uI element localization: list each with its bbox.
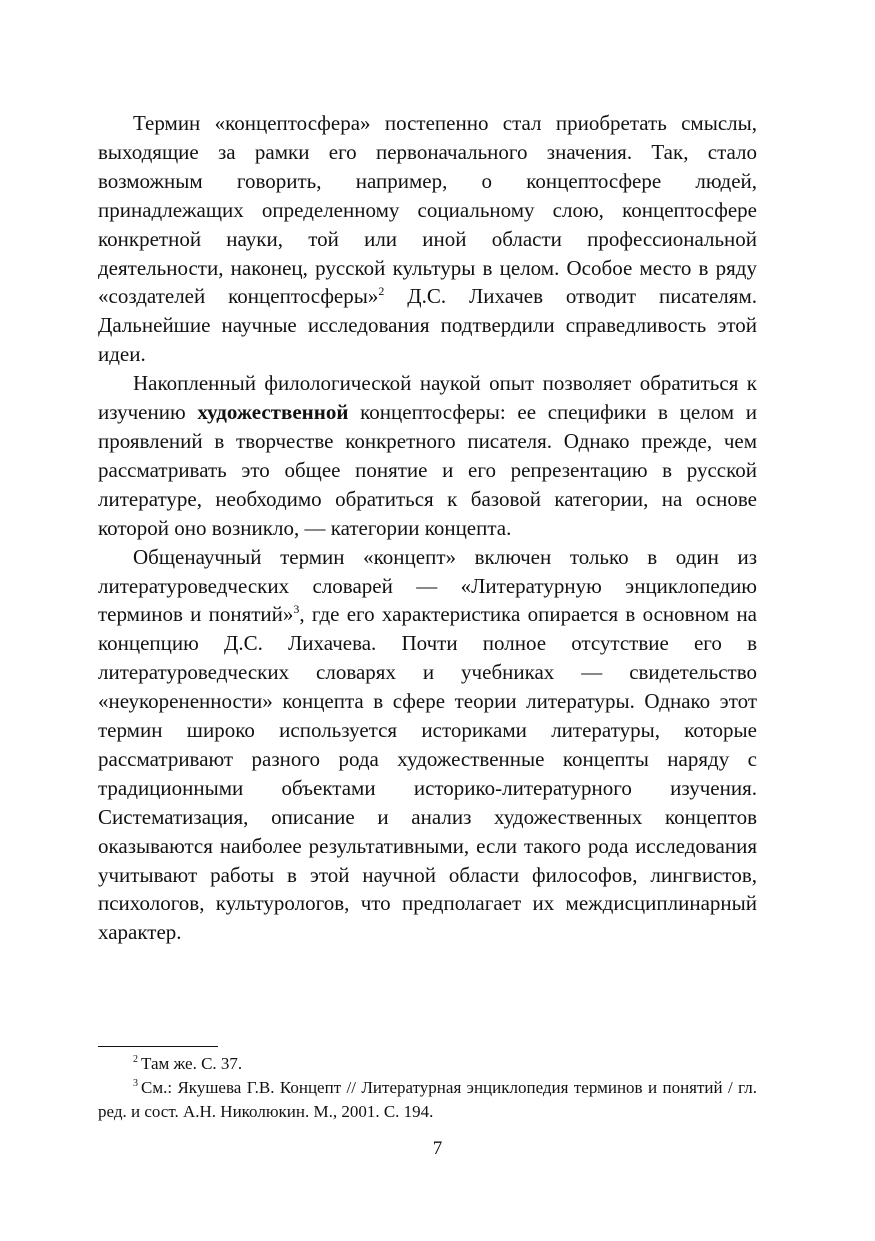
paragraph-1 [98, 109, 757, 369]
footnote-divider [98, 1046, 218, 1047]
footnote-mark: 3 [133, 1078, 138, 1089]
paragraph-1-text-b: Д.С. Лихачев отводит писателям. Дальнейшие научные исследования подтвердили справедливость этой идеи. [98, 284, 757, 367]
paragraph-2-text-b: концептосферы: ее специфики в целом и проявлений в творчестве конкретного писателя. Однако прежде, чем рассматривать это общее понятие и его репрезентацию в русской литературе, необходимо обратиться к базовой категории, на основе которой оно возникло, — категории концепта. [98, 400, 758, 540]
footnote-text: См.: Якушева Г.В. Концепт // Литературная энциклопедия терминов и понятий / гл. ред. и сост. А.Н. Николюкин. М., 2001. С. 194. [98, 1078, 757, 1121]
paragraph-2-text-a: Накопленный филологической наукой опыт позволяет обратиться к изучению [98, 371, 757, 425]
footnote-text: Там же. С. 37. [141, 1054, 243, 1073]
main-text [98, 109, 757, 947]
paragraph-3 [98, 543, 757, 948]
footnote-ref-2: 2 [378, 284, 385, 299]
footnote-2 [98, 1052, 757, 1076]
footnote-3 [98, 1076, 757, 1124]
emphasis-bold: художественной [197, 400, 349, 425]
paragraph-3-text-a: Общенаучный термин «концепт» включен только в один из литературоведческих словарей — «Литературную энциклопедию терминов и понятий» [98, 544, 757, 627]
paragraph-1-text-a: Термин «концептосфера» постепенно стал приобретать смыслы, выходящие за рамки его первоначального значения. Так, стало возможным говорить, например, о концептосфере людей, принадлежащих определенному социальному слою, концептосфере конкретной науки, той или иной области профессиональной деятельности, наконец, русской культуры в целом. Особое место в ряду «создателей концептосферы» [98, 111, 757, 309]
page-number: 7 [432, 1138, 443, 1159]
paragraph-3-text-b: , где его характеристика опирается в основном на концепцию Д.С. Лихачева. Почти полное отсутствие его в литературоведческих словарях и учебниках — свидетельство «неукорененности» концепта в сфере теории литературы. Однако этот термин широко используется историками литературы, которые рассматривают разного рода художественные концепты наряду с традиционными объектами историко-литературного изучения. Систематизация, описание и анализ художественных концептов оказываются наиболее результативными, если такого рода исследования учитывают работы в этой научной области философов, лингвистов, психологов, культурологов, что предполагает их междисциплинарный характер. [98, 602, 758, 945]
footnote-mark: 2 [133, 1054, 138, 1065]
footnotes [98, 1052, 757, 1124]
footnote-ref-3: 3 [293, 602, 300, 617]
paragraph-2 [98, 369, 757, 542]
